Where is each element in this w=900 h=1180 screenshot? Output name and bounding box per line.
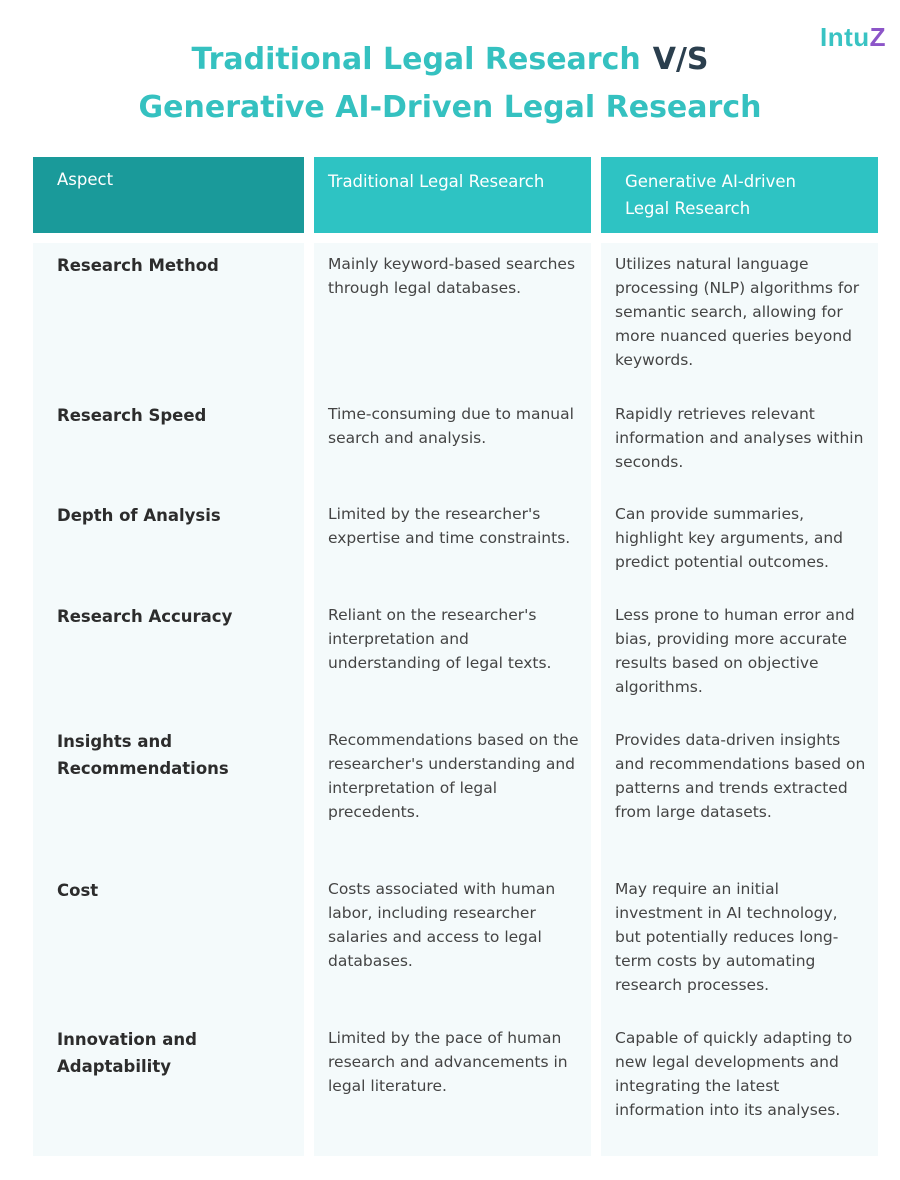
- header-aspect: Aspect: [33, 157, 304, 233]
- ai-cell: Provides data-driven insights and recommendations based on patterns and trends extracted from large datasets.: [615, 731, 866, 821]
- traditional-cell: Recommendations based on the researcher's understanding and interpretation of legal precedents.: [328, 731, 579, 821]
- title-line-1: [0, 36, 900, 84]
- header-ai: Generative AI-driven Legal Research: [601, 157, 878, 233]
- ai-cell: Utilizes natural language processing (NLP) algorithms for semantic search, allowing for more nuanced queries beyond keywords.: [615, 255, 860, 369]
- aspect-cell: Cost: [57, 881, 99, 900]
- column-background-traditional: [314, 243, 591, 1156]
- header-traditional: Traditional Legal Research: [314, 157, 591, 233]
- aspect-cell: Depth of Analysis: [57, 506, 221, 525]
- traditional-cell: Mainly keyword-based searches through legal databases.: [328, 255, 576, 297]
- title-vs: V/S: [652, 42, 709, 77]
- aspect-cell: Research Method: [57, 256, 219, 275]
- traditional-cell: Limited by the pace of human research and advancements in legal literature.: [328, 1029, 568, 1095]
- column-background-ai: [601, 243, 878, 1156]
- column-background-aspect: [33, 243, 304, 1156]
- aspect-cell: Research Accuracy: [57, 607, 233, 626]
- traditional-cell: Limited by the researcher's expertise and time constraints.: [328, 505, 571, 547]
- traditional-cell: Reliant on the researcher's interpretation and understanding of legal texts.: [328, 606, 552, 672]
- ai-cell: Rapidly retrieves relevant information and analyses within seconds.: [615, 405, 864, 471]
- aspect-cell: Insights and Recommendations: [57, 732, 229, 778]
- aspect-cell: Innovation and Adaptability: [57, 1030, 197, 1076]
- ai-cell: Can provide summaries, highlight key arguments, and predict potential outcomes.: [615, 505, 844, 571]
- aspect-cell: Research Speed: [57, 406, 207, 425]
- page-title: [0, 36, 900, 132]
- logo-accent: Z: [869, 22, 887, 52]
- traditional-cell: Time-consuming due to manual search and analysis.: [328, 405, 574, 447]
- ai-cell: Capable of quickly adapting to new legal developments and integrating the latest information into its analyses.: [615, 1029, 853, 1119]
- traditional-cell: Costs associated with human labor, including researcher salaries and access to legal databases.: [328, 880, 556, 970]
- ai-cell: May require an initial investment in AI technology, but potentially reduces long-term costs by automating research processes.: [615, 880, 839, 994]
- ai-cell: Less prone to human error and bias, providing more accurate results based on objective algorithms.: [615, 606, 855, 696]
- title-traditional: Traditional Legal Research: [191, 42, 641, 77]
- logo-text: Intu: [820, 22, 870, 52]
- title-line-2: Generative AI-Driven Legal Research: [138, 90, 762, 125]
